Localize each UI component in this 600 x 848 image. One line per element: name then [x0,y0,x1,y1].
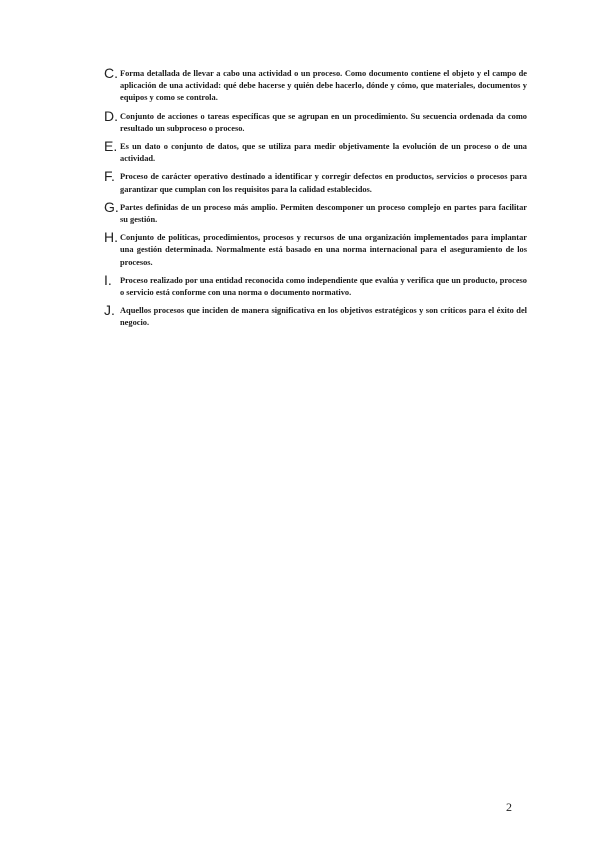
list-item-e [104,139,527,165]
item-letter: J. [104,302,115,319]
item-letter: H. [104,229,118,246]
item-letter: C. [104,65,118,81]
item-letter: D. [104,107,118,124]
page-number: 2 [506,800,512,814]
item-text: Partes definidas de un proceso más amplio. Permiten descomponer un proceso complejo en partes para facilitar su gestión. [120,202,527,225]
item-letter: E. [104,138,118,155]
list-item-d [104,109,527,135]
item-text: Es un dato o conjunto de datos, que se utiliza para medir objetivamente la evolución de un proceso o de una actividad. [120,142,527,164]
item-text: Conjunto de acciones o tareas específicas que se agrupan en un procedimiento. Su secuencia ordenada da como resultado un subproceso o proceso. [120,111,527,133]
item-letter: G. [104,198,119,215]
list-item-i [104,273,527,299]
item-text: Aquellos procesos que inciden de manera significativa en los objetivos estratégicos y son críticos para el éxito del negocio. [120,306,527,328]
item-text: Proceso de carácter operativo destinado a identificar y corregir defectos en productos, servicios o procesos para garantizar que cumplan con los requisitos para la calidad establecidos. [120,172,527,194]
list-item-f [104,169,527,195]
list-item-g [104,200,527,226]
item-letter: F. [104,168,115,185]
definition-list [104,66,527,334]
list-item-h [104,230,527,269]
list-item-j [104,303,527,329]
item-text: Conjunto de políticas, procedimientos, procesos y recursos de una organización implementados para implantar una gestión determinada. Normalmente está basado en una norma internacional para el aseguramiento de los procesos. [120,233,527,267]
list-item-c [104,66,527,105]
item-text: Proceso realizado por una entidad reconocida como independiente que evalúa y verifica que un producto, proceso o servicio está conforme con una norma o documento normativo. [120,275,527,298]
item-letter: I. [104,271,112,288]
item-text: Forma detallada de llevar a cabo una actividad o un proceso. Como documento contiene el objeto y el campo de aplicación de una actividad: qué debe hacerse y quién debe hacerlo, dónde y cómo, que materiales, documentos y equipos y como se controla. [120,69,527,103]
